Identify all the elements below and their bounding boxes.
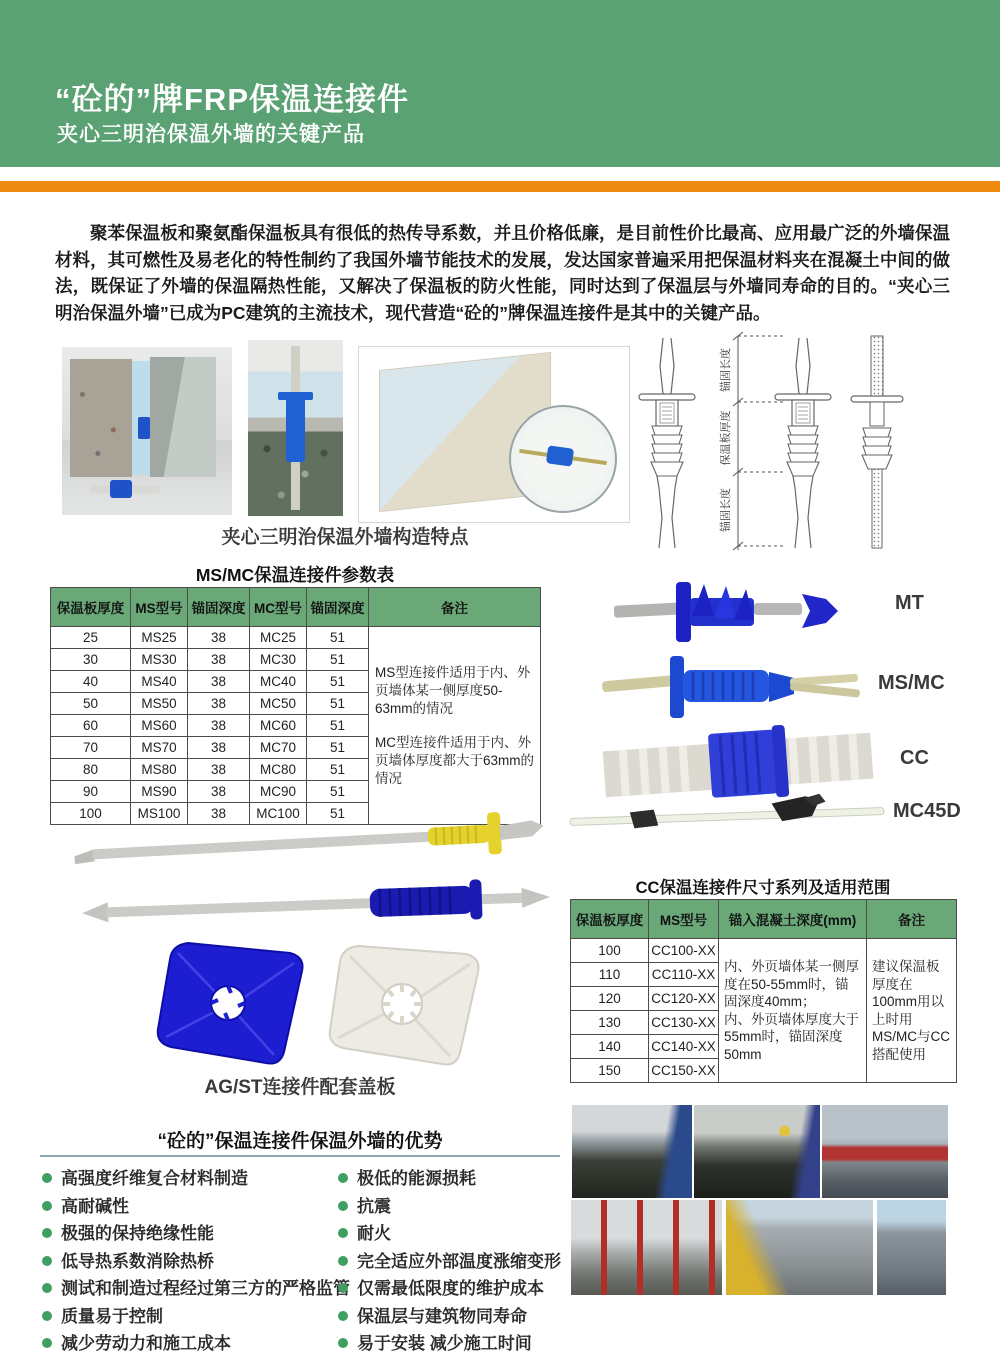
construction-photo (822, 1105, 948, 1198)
table-cell: 51 (307, 781, 369, 803)
table-cell: MC50 (250, 693, 307, 715)
dim-label-anchor-length-top: 锚固长度 (720, 348, 732, 392)
table-cell: MS100 (131, 803, 188, 825)
table-cell: 38 (188, 693, 250, 715)
advantage-item: 低导热系数消除热桥 (42, 1248, 350, 1276)
photo-cover-plate-blue (148, 933, 312, 1071)
table-cell: 51 (307, 759, 369, 781)
col-header: 保温板厚度 (571, 900, 649, 939)
table-cell: 90 (51, 781, 131, 803)
table-cell: 38 (188, 759, 250, 781)
construction-photo (694, 1105, 820, 1198)
advantage-item: 极强的保持绝缘性能 (42, 1220, 350, 1248)
table-cell: MS40 (131, 671, 188, 693)
connector-drawing (639, 338, 695, 548)
table-cell: 100 (571, 939, 649, 963)
table-cell: MC90 (250, 781, 307, 803)
table-cell: MS80 (131, 759, 188, 781)
table-cell: 140 (571, 1035, 649, 1059)
construction-photo (877, 1200, 946, 1295)
page-subtitle: 夹心三明治保温外墙的关键产品 (57, 123, 365, 146)
page-title: “砼的”牌FRP保温连接件 (55, 82, 409, 117)
col-header: 锚固深度 (188, 588, 250, 627)
col-header: MS型号 (131, 588, 188, 627)
photo-cover-plate-white (322, 938, 486, 1070)
table-cell: 130 (571, 1011, 649, 1035)
advantage-item: 保温层与建筑物同寿命 (338, 1303, 561, 1331)
col-header: 保温板厚度 (51, 588, 131, 627)
concrete-slab (150, 357, 216, 477)
table-cell: CC130-XX (649, 1011, 719, 1035)
cc-table-body (571, 939, 957, 1083)
advantages-list-right (338, 1165, 561, 1358)
diagram-wall-detail (358, 346, 630, 523)
table-cell: MC25 (250, 627, 307, 649)
table-cell: 40 (51, 671, 131, 693)
table-cell: MS30 (131, 649, 188, 671)
col-header: MC型号 (250, 588, 307, 627)
cc-table-title: CC保温连接件尺寸系列及适用范围 (635, 879, 891, 897)
product-photo-cc (598, 724, 880, 804)
cc-table (570, 899, 957, 1083)
product-label-cc: CC (900, 747, 929, 769)
intro-paragraph: 聚苯保温板和聚氨酯保温板具有很低的热传导系数，并且价格低廉，是目前性价比最高、应用最广泛的外墙保温材料，其可燃性及易老化的特性制约了我国外墙节能技术的发展，发达国家普遍采用把保温材料夹在混凝土中间的做法，既保证了外墙的保温隔热性能，又解决了保温板的防火性能，同时达到了保温层与外墙同寿命的目的。“夹心三明治保温外墙”已成为PC建筑的主流技术，现代营造“砼的”牌保温连接件是其中的关键产品。 (55, 223, 950, 323)
table-cell: 38 (188, 649, 250, 671)
table-header-row (51, 588, 541, 627)
dim-label-board-thickness: 保温板厚度 (720, 410, 732, 466)
table-cell: MS50 (131, 693, 188, 715)
ms-mc-table (50, 587, 541, 825)
table-cell: 120 (571, 987, 649, 1011)
table-cell: 38 (188, 715, 250, 737)
table-cell: 38 (188, 737, 250, 759)
sandwich-photos-caption: 夹心三明治保温外墙构造特点 (221, 527, 469, 548)
col-header: MS型号 (649, 900, 719, 939)
product-label-mt: MT (895, 592, 924, 614)
table-cell: MC100 (250, 803, 307, 825)
table-cell: MC80 (250, 759, 307, 781)
table-cell: 51 (307, 715, 369, 737)
dimension-line (733, 332, 785, 550)
col-header: 锚固深度 (307, 588, 369, 627)
table-row (51, 627, 541, 649)
cc-remark-cell: 建议保温板厚度在100mm用以上时用MS/MC与CC搭配使用 (867, 939, 957, 1083)
ms-mc-table-title: MS/MC保温连接件参数表 (195, 565, 395, 585)
cc-depth-note-cell: 内、外页墙体某一侧厚度在50-55mm时，锚固深度40mm； 内、外页墙体厚度大于55mm时，锚固深度50mm (719, 939, 867, 1083)
table-cell: CC110-XX (649, 963, 719, 987)
table-cell: CC140-XX (649, 1035, 719, 1059)
advantages-title: “砼的”保温连接件保温外墙的优势 (157, 1131, 443, 1152)
product-label-mc45d: MC45D (893, 800, 961, 822)
photo-rod-yellow (70, 810, 548, 870)
orange-divider (0, 181, 1000, 192)
table-cell: 38 (188, 627, 250, 649)
cover-plates-caption: AG/ST连接件配套盖板 (204, 1077, 396, 1098)
table-cell: 80 (51, 759, 131, 781)
table-cell: MC60 (250, 715, 307, 737)
table-cell: MS90 (131, 781, 188, 803)
connector-drawing (775, 338, 831, 548)
col-header: 备注 (369, 588, 541, 627)
table-cell: 70 (51, 737, 131, 759)
table-cell: 38 (188, 803, 250, 825)
table-cell: 51 (307, 737, 369, 759)
table-cell: 100 (51, 803, 131, 825)
table-cell: 30 (51, 649, 131, 671)
table-cell: 51 (307, 627, 369, 649)
table-cell: 51 (307, 803, 369, 825)
concrete-slab (70, 359, 132, 477)
advantage-item: 易于安装 减少施工时间 (338, 1330, 561, 1358)
table-cell: 50 (51, 693, 131, 715)
table-cell: 110 (571, 963, 649, 987)
advantage-item: 高耐碱性 (42, 1193, 350, 1221)
table-cell: CC150-XX (649, 1059, 719, 1083)
advantage-item: 减少劳动力和施工成本 (42, 1330, 350, 1358)
advantage-item: 极低的能源损耗 (338, 1165, 561, 1193)
advantages-list-left (42, 1165, 350, 1358)
table-cell: MS60 (131, 715, 188, 737)
advantage-item: 完全适应外部温度涨缩变形 (338, 1248, 561, 1276)
table-cell: 51 (307, 671, 369, 693)
table-cell: MC40 (250, 671, 307, 693)
col-header: 备注 (867, 900, 957, 939)
table-cell: CC100-XX (649, 939, 719, 963)
construction-photo (571, 1200, 722, 1295)
col-header: 锚入混凝土深度(mm) (719, 900, 867, 939)
advantage-item: 高强度纤维复合材料制造 (42, 1165, 350, 1193)
product-photo-mc45d (568, 793, 890, 839)
ms-mc-notes-cell: MS型连接件适用于内、外页墙体某一侧厚度50-63mm的情况 MC型连接件适用于内、外页墙体厚度都大于63mm的情况 (369, 627, 541, 825)
construction-photo (726, 1200, 873, 1295)
connector-drawing-hatched (851, 336, 903, 548)
product-label-msmc: MS/MC (878, 672, 945, 694)
advantage-item: 仅需最低限度的维护成本 (338, 1275, 561, 1303)
table-row (571, 939, 957, 963)
ms-mc-table-body (51, 627, 541, 825)
product-photo-mt (612, 574, 870, 652)
table-cell: 38 (188, 781, 250, 803)
advantage-item: 质量易于控制 (42, 1303, 350, 1331)
photo-connector-closeup (248, 340, 343, 516)
connector-sleeve (110, 480, 132, 498)
table-cell: 60 (51, 715, 131, 737)
advantages-divider (40, 1155, 560, 1157)
magnifier-circle (509, 405, 617, 513)
construction-photo (572, 1105, 692, 1198)
table-cell: 51 (307, 649, 369, 671)
photo-rod-blue (78, 873, 556, 937)
table-header-row (571, 900, 957, 939)
advantage-item: 测试和制造过程经过第三方的严格监管 (42, 1275, 350, 1303)
technical-drawing (625, 330, 980, 556)
table-cell: 150 (571, 1059, 649, 1083)
table-cell: MS25 (131, 627, 188, 649)
connector-sleeve (286, 398, 305, 462)
table-cell: 38 (188, 671, 250, 693)
connector (138, 417, 150, 439)
table-cell: CC120-XX (649, 987, 719, 1011)
table-cell: MC70 (250, 737, 307, 759)
dim-label-anchor-length-bottom: 锚固长度 (720, 488, 732, 532)
table-cell: MC30 (250, 649, 307, 671)
connector-sleeve (546, 445, 574, 466)
advantage-item: 抗震 (338, 1193, 561, 1221)
header-banner (0, 0, 1000, 167)
table-cell: 25 (51, 627, 131, 649)
advantage-item: 耐火 (338, 1220, 561, 1248)
table-cell: 51 (307, 693, 369, 715)
photo-sandwich-sample (62, 347, 232, 515)
table-cell: MS70 (131, 737, 188, 759)
product-photo-msmc (598, 648, 866, 726)
